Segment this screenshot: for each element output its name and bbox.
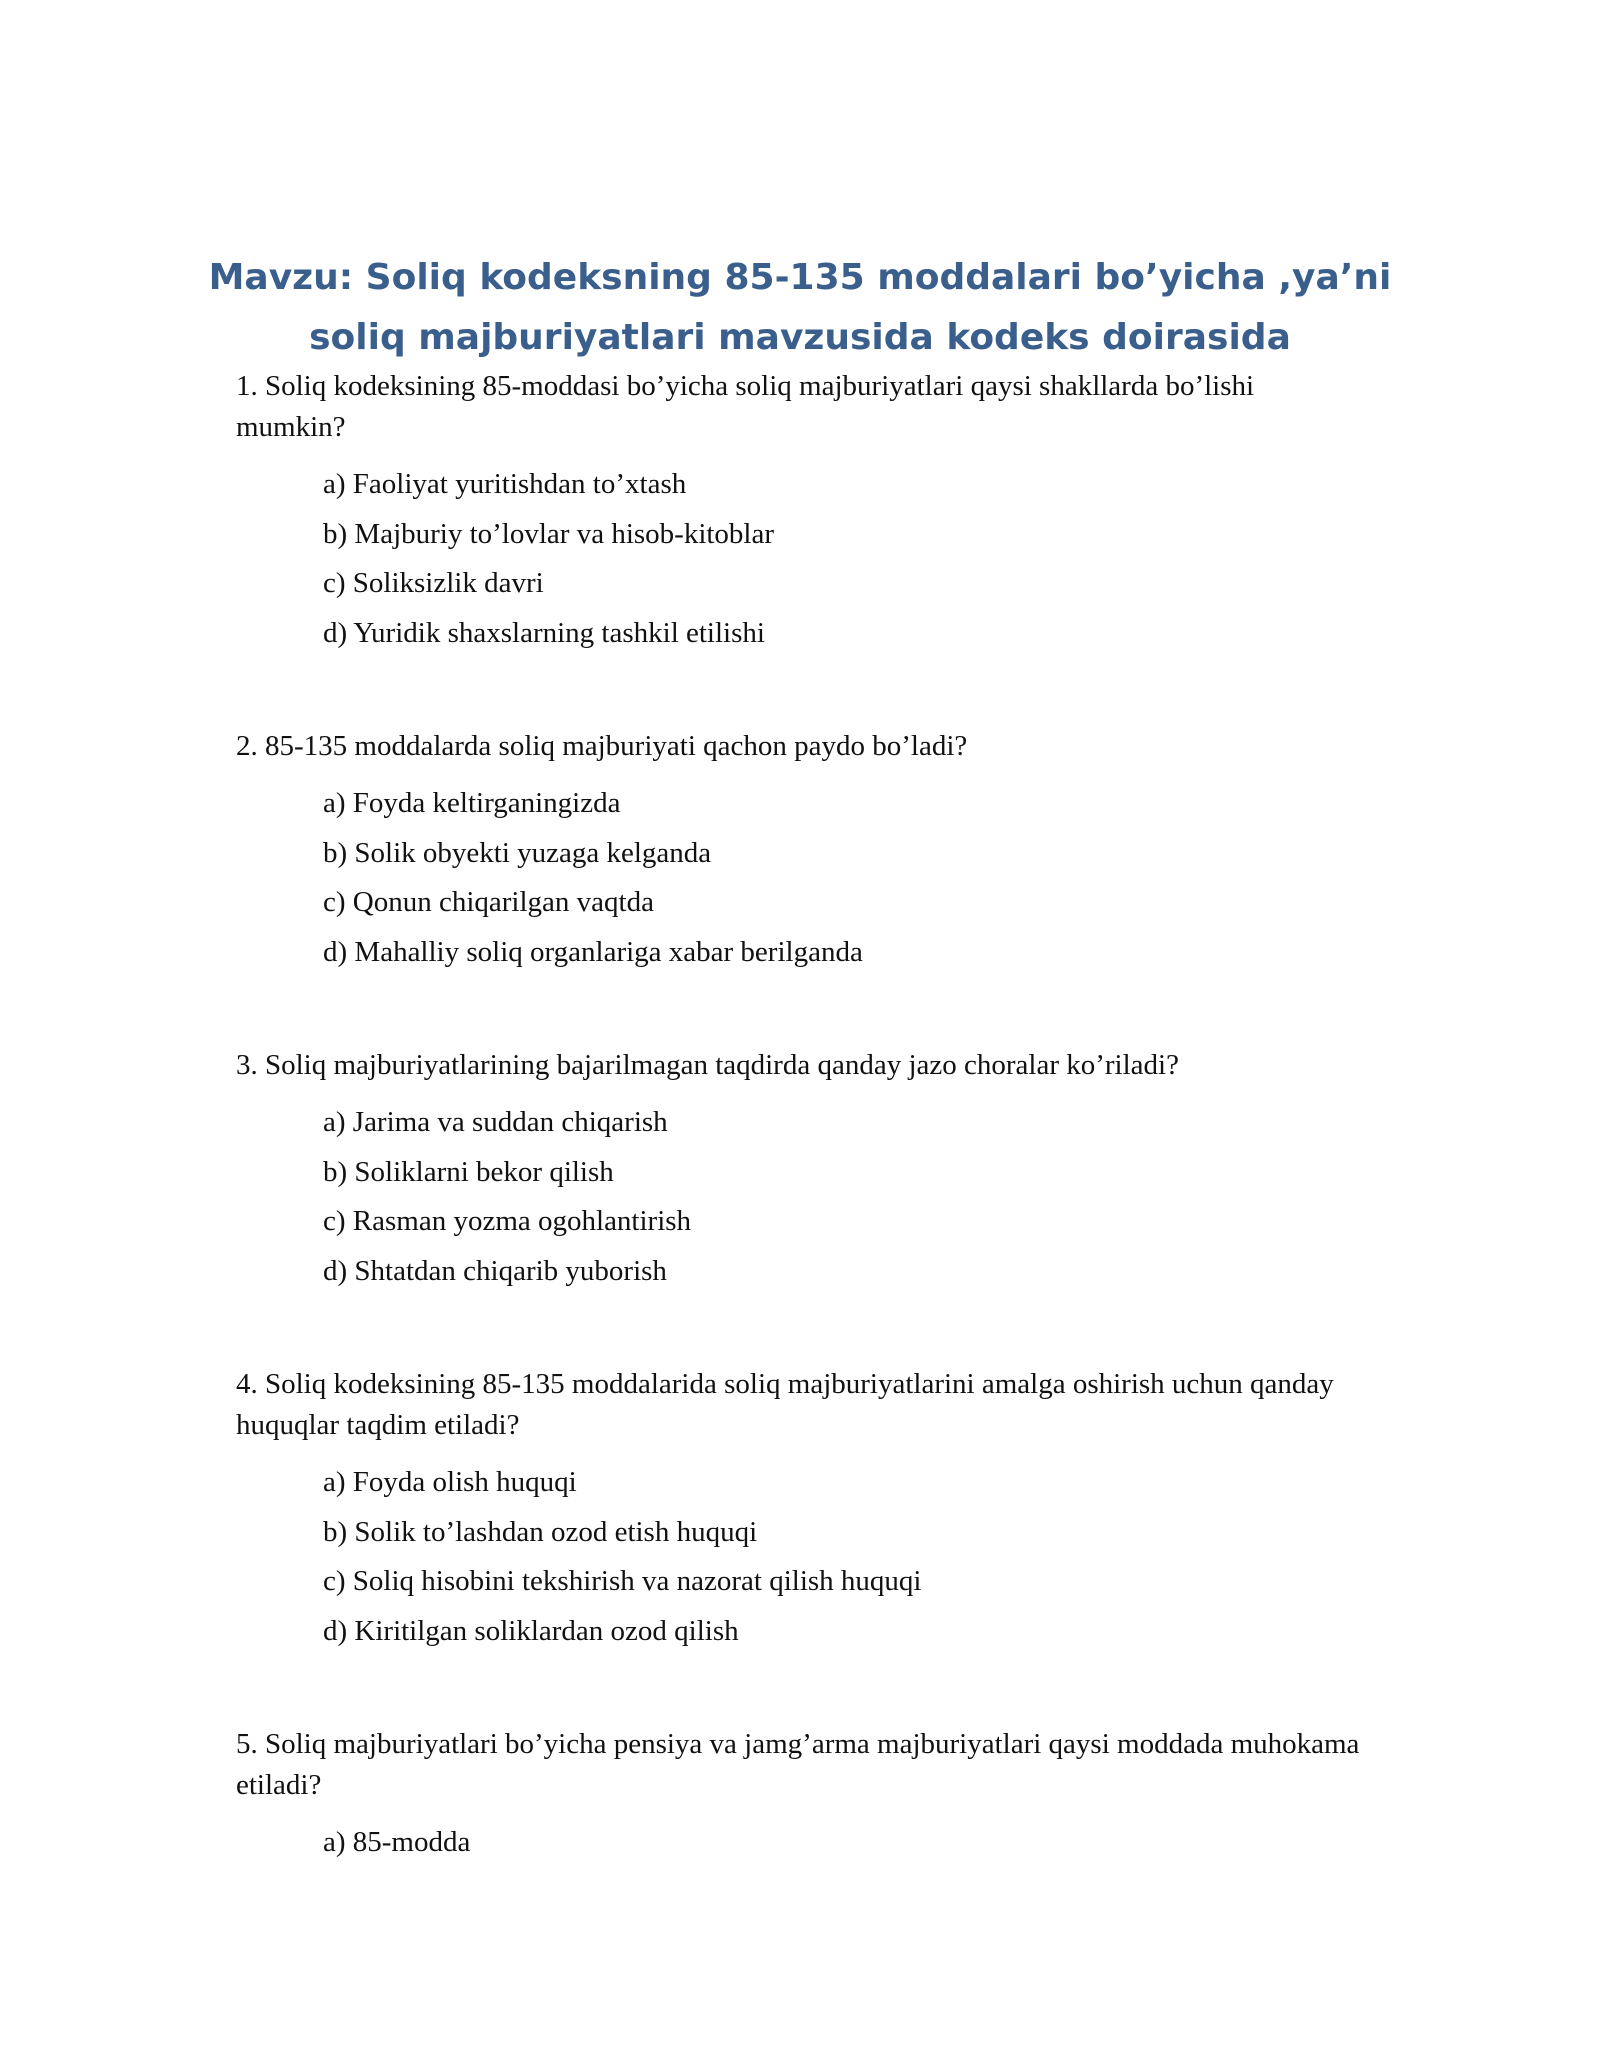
- question-text: 1. Soliq kodeksining 85-moddasi bo’yicha soliq majburiyatlari qaysi shakllarda bo’lishi mumkin?: [236, 370, 1255, 443]
- option-item: c) Soliksizlik davri: [323, 567, 544, 599]
- options-list: [236, 1098, 1366, 1296]
- option-item: d) Shtatdan chiqarib yuborish: [323, 1254, 667, 1287]
- question-text: 2. 85-135 moddalarda soliq majburiyati qachon paydo bo’ladi?: [236, 730, 968, 762]
- question-text: 3. Soliq majburiyatlarining bajarilmagan taqdirda qanday jazo choralar ko’riladi?: [236, 1049, 1179, 1081]
- questions-list: [236, 366, 1366, 1868]
- question-text: 5. Soliq majburiyatlari bo’yicha pensiya va jamg’arma majburiyatlari qaysi moddada muhokama etiladi?: [236, 1728, 1360, 1801]
- option-item: b) Majburiy to’lovlar va hisob-kitoblar: [323, 517, 775, 550]
- question-block: [236, 1724, 1366, 1868]
- options-list: [236, 779, 1366, 977]
- option-item: b) Solik to’lashdan ozod etish huquqi: [323, 1515, 758, 1548]
- option-item: c) Rasman yozma ogohlantirish: [323, 1205, 692, 1237]
- spacer: [236, 1296, 1366, 1364]
- option-item: d) Kiritilgan soliklardan ozod qilish: [323, 1614, 739, 1647]
- option-item: b) Solik obyekti yuzaga kelganda: [323, 836, 712, 869]
- option-item: a) Foyda olish huquqi: [323, 1466, 577, 1498]
- options-list: [236, 1818, 1366, 1868]
- option-item: a) Jarima va suddan chiqarish: [323, 1106, 668, 1138]
- spacer: [236, 1656, 1366, 1724]
- question-block: [236, 1045, 1366, 1296]
- option-item: d) Mahalliy soliq organlariga xabar berilganda: [323, 935, 863, 968]
- options-list: [236, 460, 1366, 658]
- option-item: a) Foyda keltirganingizda: [323, 787, 621, 819]
- options-list: [236, 1458, 1366, 1656]
- question-block: [236, 366, 1366, 658]
- question-block: [236, 726, 1366, 977]
- option-item: c) Soliq hisobini tekshirish va nazorat qilish huquqi: [323, 1565, 922, 1597]
- option-item: c) Qonun chiqarilgan vaqtda: [323, 886, 654, 918]
- spacer: [236, 658, 1366, 726]
- option-item: a) 85-modda: [323, 1826, 471, 1858]
- document-title: Mavzu: Soliq kodeksning 85-135 moddalari bo’yicha ,ya’ni soliq majburiyatlari mavzusida kodeks doirasida: [208, 257, 1392, 358]
- spacer: [236, 977, 1366, 1045]
- option-item: d) Yuridik shaxslarning tashkil etilishi: [323, 616, 765, 649]
- question-text: 4. Soliq kodeksining 85-135 moddalarida soliq majburiyatlarini amalga oshirish uchun qanday huquqlar taqdim etiladi?: [236, 1368, 1334, 1441]
- question-block: [236, 1364, 1366, 1656]
- option-item: b) Soliklarni bekor qilish: [323, 1155, 614, 1188]
- option-item: a) Faoliyat yuritishdan to’xtash: [323, 468, 687, 500]
